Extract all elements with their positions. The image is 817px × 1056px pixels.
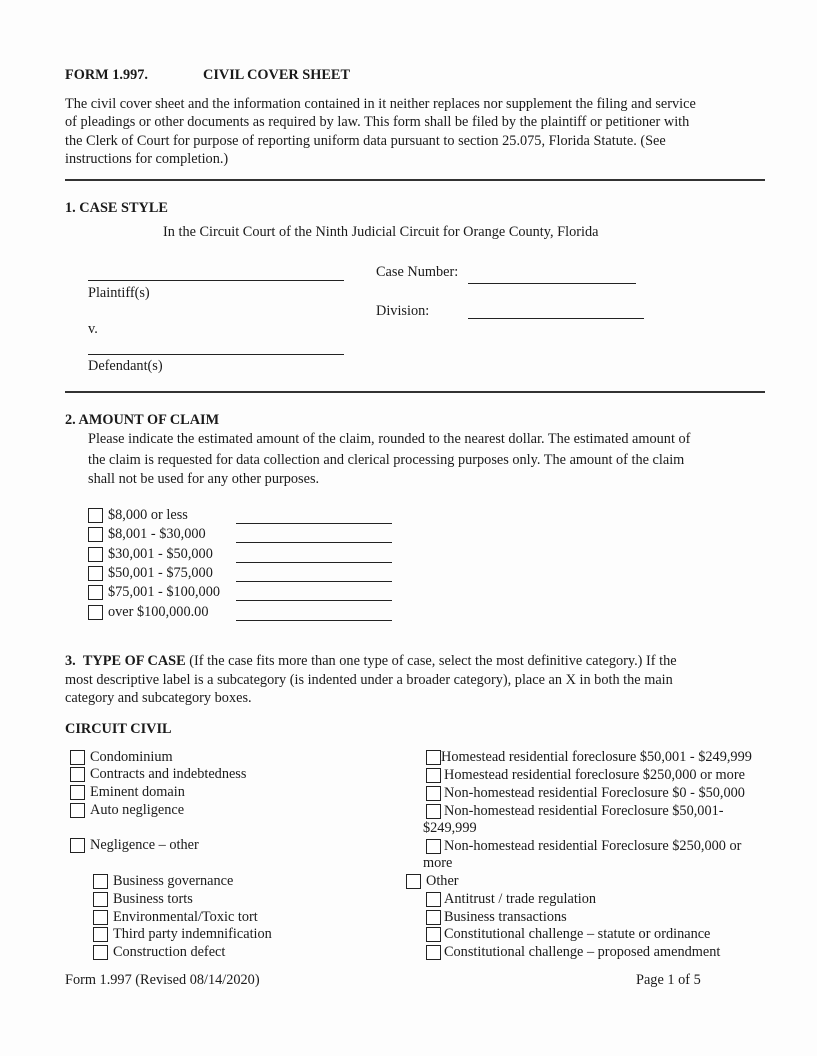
case-subtype-checkbox[interactable] (426, 927, 441, 942)
amount-checkbox[interactable] (88, 547, 103, 562)
case-type-checkbox[interactable] (70, 838, 85, 853)
amount-field[interactable] (236, 581, 392, 582)
case-style-heading: 1. CASE STYLE (65, 200, 168, 216)
case-type-label: Condominium (90, 749, 173, 765)
amount-option-label: $8,000 or less (108, 507, 188, 523)
plaintiff-label: Plaintiff(s) (88, 285, 150, 301)
case-subtype-checkbox[interactable] (93, 910, 108, 925)
type-heading: 3. TYPE OF CASE (If the case fits more than one type of case, select the most definitive category.) If the (65, 653, 677, 669)
court-name: In the Circuit Court of the Ninth Judicial Circuit for Orange County, Florida (163, 224, 599, 240)
intro-line: The civil cover sheet and the information contained in it neither replaces nor supplement the filing and service (65, 96, 696, 112)
defendant-field[interactable] (88, 354, 344, 355)
case-subtype-checkbox[interactable] (93, 927, 108, 942)
case-type-label: Negligence – other (90, 837, 199, 853)
case-subtype-checkbox[interactable] (426, 768, 441, 783)
amount-heading: 2. AMOUNT OF CLAIM (65, 412, 220, 428)
amount-checkbox[interactable] (88, 508, 103, 523)
intro-line: instructions for completion.) (65, 151, 229, 167)
case-subtype-label: Non-homestead residential Foreclosure $50,001- (444, 803, 724, 819)
form-title: CIVIL COVER SHEET (203, 67, 350, 83)
amount-field[interactable] (236, 600, 392, 601)
case-type-label: Contracts and indebtedness (90, 766, 247, 782)
form-revision: Form 1.997 (Revised 08/14/2020) (65, 972, 260, 988)
versus-label: v. (88, 321, 98, 337)
case-type-label: Auto negligence (90, 802, 185, 818)
circuit-civil-heading: CIRCUIT CIVIL (65, 721, 172, 737)
amount-text: shall not be used for any other purposes. (88, 471, 320, 487)
case-subtype-label: Business governance (113, 873, 234, 889)
case-subtype-checkbox[interactable] (93, 892, 108, 907)
type-text: category and subcategory boxes. (65, 690, 252, 706)
case-subtype-checkbox[interactable] (426, 945, 441, 960)
case-subtype-label: Antitrust / trade regulation (444, 891, 597, 907)
divider (65, 179, 765, 181)
amount-option-label: $30,001 - $50,000 (108, 545, 213, 562)
case-subtype-label: Homestead residential foreclosure $50,001 - $249,999 (441, 749, 752, 765)
intro-line: the Clerk of Court for purpose of reporting uniform data pursuant to section 25.075, Florida Statute. (See (65, 133, 666, 149)
plaintiff-field[interactable] (88, 280, 344, 281)
amount-checkbox[interactable] (88, 605, 103, 620)
amount-option-label: $50,001 - $75,000 (108, 564, 213, 581)
case-subtype-label: Environmental/Toxic tort (113, 908, 258, 925)
case-subtype-label: Business transactions (444, 908, 567, 925)
intro-line: of pleadings or other documents as required by law. This form shall be filed by the plaintiff or petitioner with (65, 114, 690, 130)
case-type-checkbox[interactable] (70, 750, 85, 765)
case-subtype-label: Non-homestead residential Foreclosure $0 - $50,000 (444, 785, 745, 801)
case-subtype-label: Construction defect (113, 944, 226, 961)
case-subtype-label: Business torts (113, 890, 193, 907)
case-number-field[interactable] (468, 283, 636, 284)
type-text: most descriptive label is a subcategory (is indented under a broader category), place an X in both the main (65, 672, 673, 688)
case-subtype-checkbox[interactable] (426, 750, 441, 765)
form-number: FORM 1.997. (65, 67, 148, 83)
case-subtype-label: Constitutional challenge – statute or ordinance (444, 926, 711, 943)
amount-option-label: over $100,000.00 (108, 603, 209, 620)
amount-field[interactable] (236, 620, 392, 621)
case-subtype-label: Non-homestead residential Foreclosure $250,000 or (444, 838, 742, 854)
case-subtype-checkbox[interactable] (426, 804, 441, 819)
case-number-label: Case Number: (376, 264, 459, 280)
case-subtype-label: more (423, 855, 453, 871)
page-number: Page 1 of 5 (636, 972, 701, 988)
amount-text: the claim is requested for data collection and clerical processing purposes only. The amount of the claim (88, 452, 685, 468)
amount-text: Please indicate the estimated amount of the claim, rounded to the nearest dollar. The estimated amount of (88, 431, 691, 447)
case-subtype-checkbox[interactable] (426, 892, 441, 907)
amount-checkbox[interactable] (88, 527, 103, 542)
amount-field[interactable] (236, 523, 392, 524)
case-type-other-label: Other (426, 873, 459, 889)
amount-field[interactable] (236, 542, 392, 543)
case-type-label: Eminent domain (90, 784, 185, 800)
divider (65, 391, 765, 393)
case-subtype-label: Homestead residential foreclosure $250,000 or more (444, 767, 745, 783)
case-subtype-checkbox[interactable] (426, 786, 441, 801)
case-type-checkbox[interactable] (70, 767, 85, 782)
case-subtype-checkbox[interactable] (93, 874, 108, 889)
case-subtype-label: Third party indemnification (113, 926, 272, 943)
case-subtype-checkbox[interactable] (426, 839, 441, 854)
division-label: Division: (376, 303, 430, 319)
division-field[interactable] (468, 318, 644, 319)
amount-checkbox[interactable] (88, 566, 103, 581)
case-type-checkbox[interactable] (70, 785, 85, 800)
case-subtype-checkbox[interactable] (93, 945, 108, 960)
case-subtype-label: $249,999 (423, 820, 477, 836)
case-type-checkbox[interactable] (70, 803, 85, 818)
case-subtype-checkbox[interactable] (426, 910, 441, 925)
amount-option-label: $75,001 - $100,000 (108, 584, 220, 601)
amount-field[interactable] (236, 562, 392, 563)
defendant-label: Defendant(s) (88, 358, 163, 374)
amount-option-label: $8,001 - $30,000 (108, 526, 206, 543)
case-subtype-label: Constitutional challenge – proposed amendment (444, 944, 721, 961)
amount-checkbox[interactable] (88, 585, 103, 600)
case-type-checkbox[interactable] (406, 874, 421, 889)
